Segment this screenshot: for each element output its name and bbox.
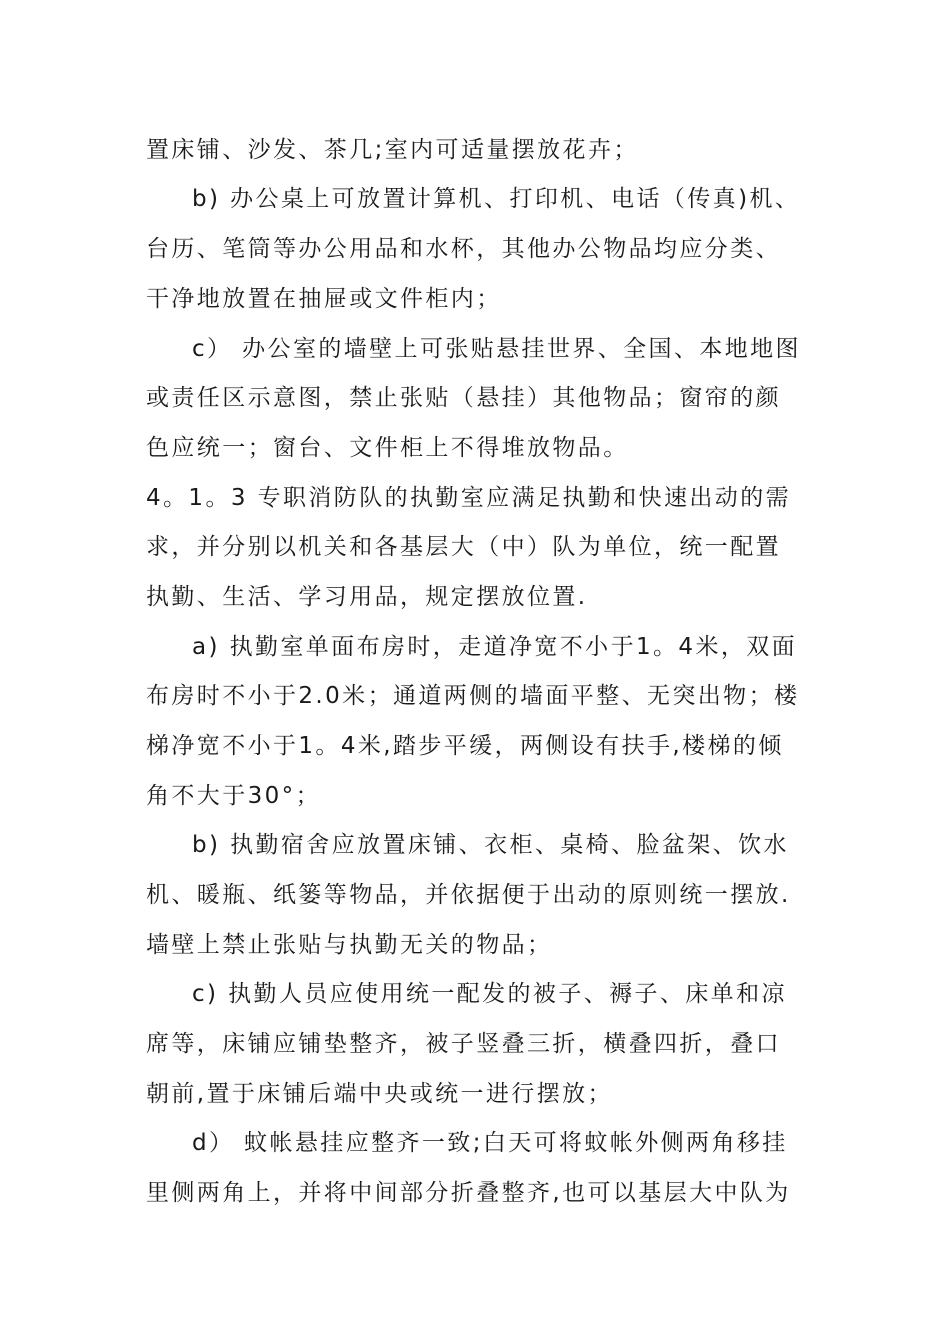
text-line: 求，并分别以机关和各基层大（中）队为单位，统一配置 bbox=[146, 534, 781, 560]
text-line: d） 蚊帐悬挂应整齐一致;白天可将蚊帐外侧两角移挂 bbox=[192, 1130, 788, 1156]
text-line: 席等，床铺应铺垫整齐，被子竖叠三折，横叠四折，叠口 bbox=[146, 1031, 781, 1057]
text-line: 梯净宽不小于1。4米,踏步平缓，两侧设有扶手,楼梯的倾 bbox=[146, 733, 784, 759]
text-line: 或责任区示意图，禁止张贴（悬挂）其他物品；窗帘的颜 bbox=[146, 385, 781, 411]
text-line: 台历、笔筒等办公用品和水杯，其他办公物品均应分类、 bbox=[146, 236, 781, 262]
text-line: 色应统一；窗台、文件柜上不得堆放物品。 bbox=[146, 435, 629, 461]
text-line: 里侧两角上，并将中间部分折叠整齐,也可以基层大中队为 bbox=[146, 1180, 791, 1206]
text-line: 角不大于30°； bbox=[146, 783, 321, 809]
text-line: 墙壁上禁止张贴与执勤无关的物品； bbox=[146, 932, 553, 958]
text-line: 布房时不小于2.0米；通道两侧的墙面平整、无突出物；楼 bbox=[146, 683, 800, 709]
text-line: c） 办公室的墙壁上可张贴悬挂世界、全国、本地地图 bbox=[192, 336, 801, 362]
text-line: 朝前,置于床铺后端中央或统一进行摆放； bbox=[146, 1081, 613, 1107]
text-line: c) 执勤人员应使用统一配发的被子、褥子、床单和凉 bbox=[192, 981, 787, 1007]
text-line: 置床铺、沙发、茶几;室内可适量摆放花卉； bbox=[146, 137, 639, 163]
text-line: b) 执勤宿舍应放置床铺、衣柜、桌椅、脸盆架、饮水 bbox=[192, 832, 789, 858]
text-line: b) 办公桌上可放置计算机、打印机、电话（传真)机、 bbox=[192, 186, 801, 212]
text-line: a) 执勤室单面布房时，走道净宽不小于1。4米，双面 bbox=[192, 634, 798, 660]
section-heading-line: 4。1。3 专职消防队的执勤室应满足执勤和快速出动的需 bbox=[146, 485, 792, 511]
text-line: 干净地放置在抽屉或文件柜内； bbox=[146, 286, 502, 312]
text-line: 执勤、生活、学习用品，规定摆放位置. bbox=[146, 584, 588, 610]
text-line: 机、暖瓶、纸篓等物品，并依据便于出动的原则统一摆放. bbox=[146, 882, 791, 908]
